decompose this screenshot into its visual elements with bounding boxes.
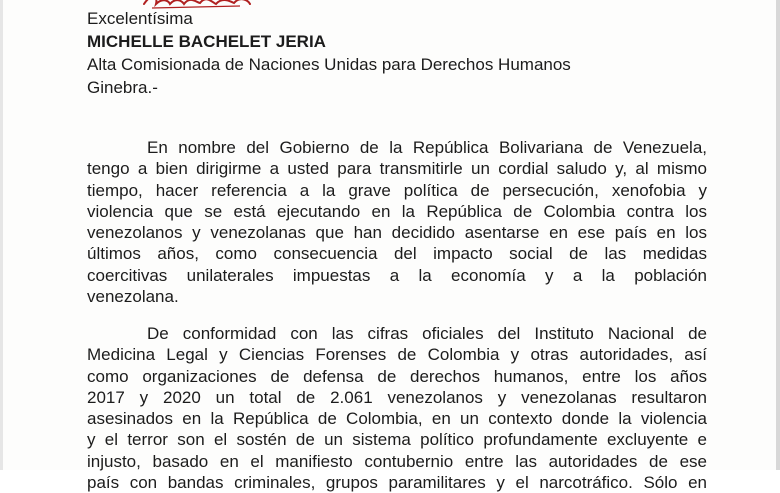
paragraph-line: injusto, basado en el manifiesto contubernio entre las autoridades de ese [87,451,707,471]
paragraph-line: De conformidad con las cifras oficiales del Instituto Nacional de [147,324,707,343]
scan-edge-left [0,0,3,470]
paragraph-line: últimos años, como consecuencia del impacto social de las medidas [87,244,707,264]
paragraph-line: país con bandas criminales, grupos paramilitares y el narcotráfico. Sólo en [87,473,707,493]
paragraph-line: asesinados en la República de Colombia, en un contexto donde la violencia [87,409,707,429]
paragraph-line: venezolana. [87,287,179,307]
paragraph-line: Medicina Legal y Ciencias Forenses de Colombia y otras autoridades, así [87,345,707,365]
paragraph-line: como organizaciones de defensa de derechos humanos, entre los años [87,366,707,386]
body-paragraph-2 [87,323,707,493]
addressee-position: Alta Comisionada de Naciones Unidas para Derechos Humanos [87,55,571,74]
paragraph-line: tiempo, hacer referencia a la grave política de persecución, xenofobia y [87,180,707,200]
paragraph-line: tengo a bien dirigirme a usted para transmitirle un cordial saludo y, al mismo [87,159,707,179]
addressee-city: Ginebra.- [87,78,158,97]
paragraph-line: coercitivas unilaterales impuestas a la economía y a la población [87,265,707,285]
salutation: Excelentísima [87,9,193,28]
paragraph-line: y el terror son el sostén de un sistema político profundamente excluyente e [87,430,707,450]
scan-edge-right [776,0,780,470]
body-paragraph-1 [87,137,707,307]
paragraph-line: En nombre del Gobierno de la República Bolivariana de Venezuela, [147,138,707,157]
paragraph-line: 2017 y 2020 un total de 2.061 venezolanos y venezolanas resultaron [87,387,707,407]
addressee-name: MICHELLE BACHELET JERIA [87,32,326,51]
addressee-block [87,7,571,99]
paragraph-line: venezolanos y venezolanas que han decidido asentarse en ese país en los [87,223,707,243]
paragraph-line: violencia que se está ejecutando en la República de Colombia contra los [87,201,707,221]
